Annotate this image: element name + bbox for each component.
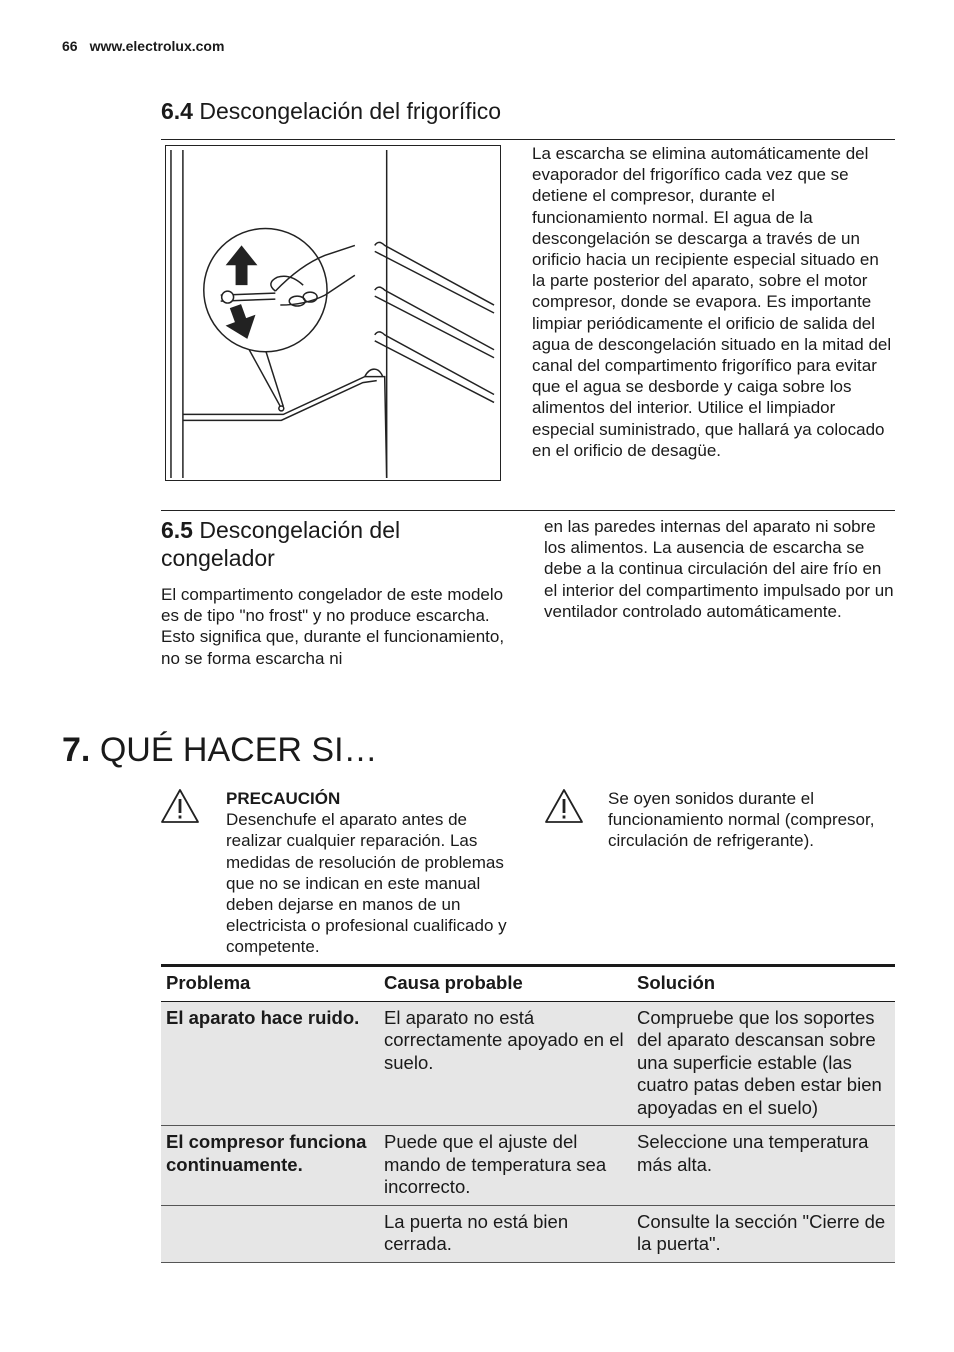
- troubleshooting-table: [161, 964, 895, 1263]
- problem-cell: [161, 1205, 379, 1262]
- solution-cell: Seleccione una temperatura más alta.: [632, 1126, 895, 1206]
- section-7-title: QUÉ HACER SI…: [99, 731, 378, 769]
- caution-block: [226, 788, 511, 958]
- fridge-drain-cleaning-illustration: [165, 145, 501, 481]
- solution-cell: Compruebe que los soportes del aparato descansan sobre una superficie estable (las cuatro patas deben estar bien apoyadas en el suelo): [632, 1001, 895, 1126]
- problem-cell: El aparato hace ruido.: [161, 1001, 379, 1126]
- page-header: [62, 38, 224, 54]
- page-number: 66: [62, 38, 78, 54]
- section-7-number: 7.: [62, 731, 91, 769]
- website-link[interactable]: www.electrolux.com: [89, 38, 225, 54]
- problem-cell: El compresor funciona continuamente.: [161, 1126, 379, 1206]
- section-6-5-rule: [161, 510, 895, 511]
- solution-cell: Consulte la sección "Cierre de la puerta".: [632, 1205, 895, 1262]
- section-6-5-title: Descongelación del congelador: [161, 517, 401, 571]
- header-solution: Solución: [632, 966, 895, 1002]
- caution-icon: [160, 788, 200, 829]
- note-text: Se oyen sonidos durante el funcionamiento normal (compresor, circulación de refrigerante).: [608, 789, 875, 851]
- header-problem: Problema: [161, 966, 379, 1002]
- table-row: [161, 1205, 895, 1262]
- caution-title: PRECAUCIÓN: [226, 789, 341, 808]
- cause-cell: Puede que el ajuste del mando de temperatura sea incorrecto.: [379, 1126, 632, 1206]
- table-row: [161, 1126, 895, 1206]
- section-6-4-title: Descongelación del frigorífico: [199, 98, 502, 124]
- section-6-5-number: 6.5: [161, 517, 193, 543]
- section-6-5-paragraph-right: en las paredes internas del aparato ni sobre los alimentos. La ausencia de escarcha se debe a la continua circulación del aire frío en el interior del compartimento impulsado por un ventilador controlado automáticamente.: [544, 517, 894, 621]
- caution-text: Desenchufe el aparato antes de realizar cualquier reparación. Las medidas de resolución de problemas que no se indican en este manual deben dejarse en manos de un electricista o profesional cualificado y competente.: [226, 810, 507, 957]
- section-6-5-paragraph-left: El compartimento congelador de este modelo es de tipo "no frost" y no produce escarcha. Esto significa que, durante el funcionamiento, no se forma escarcha ni: [161, 585, 505, 668]
- note-warning-icon: [544, 788, 584, 829]
- table-row: [161, 1001, 895, 1126]
- section-6-4-paragraph: La escarcha se elimina automáticamente del evaporador del frigorífico cada vez que se detiene el compresor, durante el funcionamiento normal. El agua de la descongelación se descarga a través de un orificio hacia un recipiente especial situado en la parte posterior del aparato, sobre el motor compresor, donde se evapora. Es importante limpiar periódicamente el orificio de salida del agua de descongelación situado en la mitad del canal del compartimento frigorífico para evitar que el agua se desborde y caiga sobre los alimentos del interior. Utilice el limpiador especial suministrado, que hallará ya colocado en el orificio de desagüe.: [532, 144, 892, 460]
- section-6-4-number: 6.4: [161, 98, 193, 124]
- section-6-4-rule: [161, 139, 895, 140]
- section-7-heading: [62, 730, 378, 770]
- cause-cell: El aparato no está correctamente apoyado en el suelo.: [379, 1001, 632, 1126]
- cause-cell: La puerta no está bien cerrada.: [379, 1205, 632, 1262]
- header-cause: Causa probable: [379, 966, 632, 1002]
- table-header-row: [161, 966, 895, 1002]
- section-6-4-heading: [161, 97, 501, 125]
- section-6-5-heading: [161, 516, 501, 572]
